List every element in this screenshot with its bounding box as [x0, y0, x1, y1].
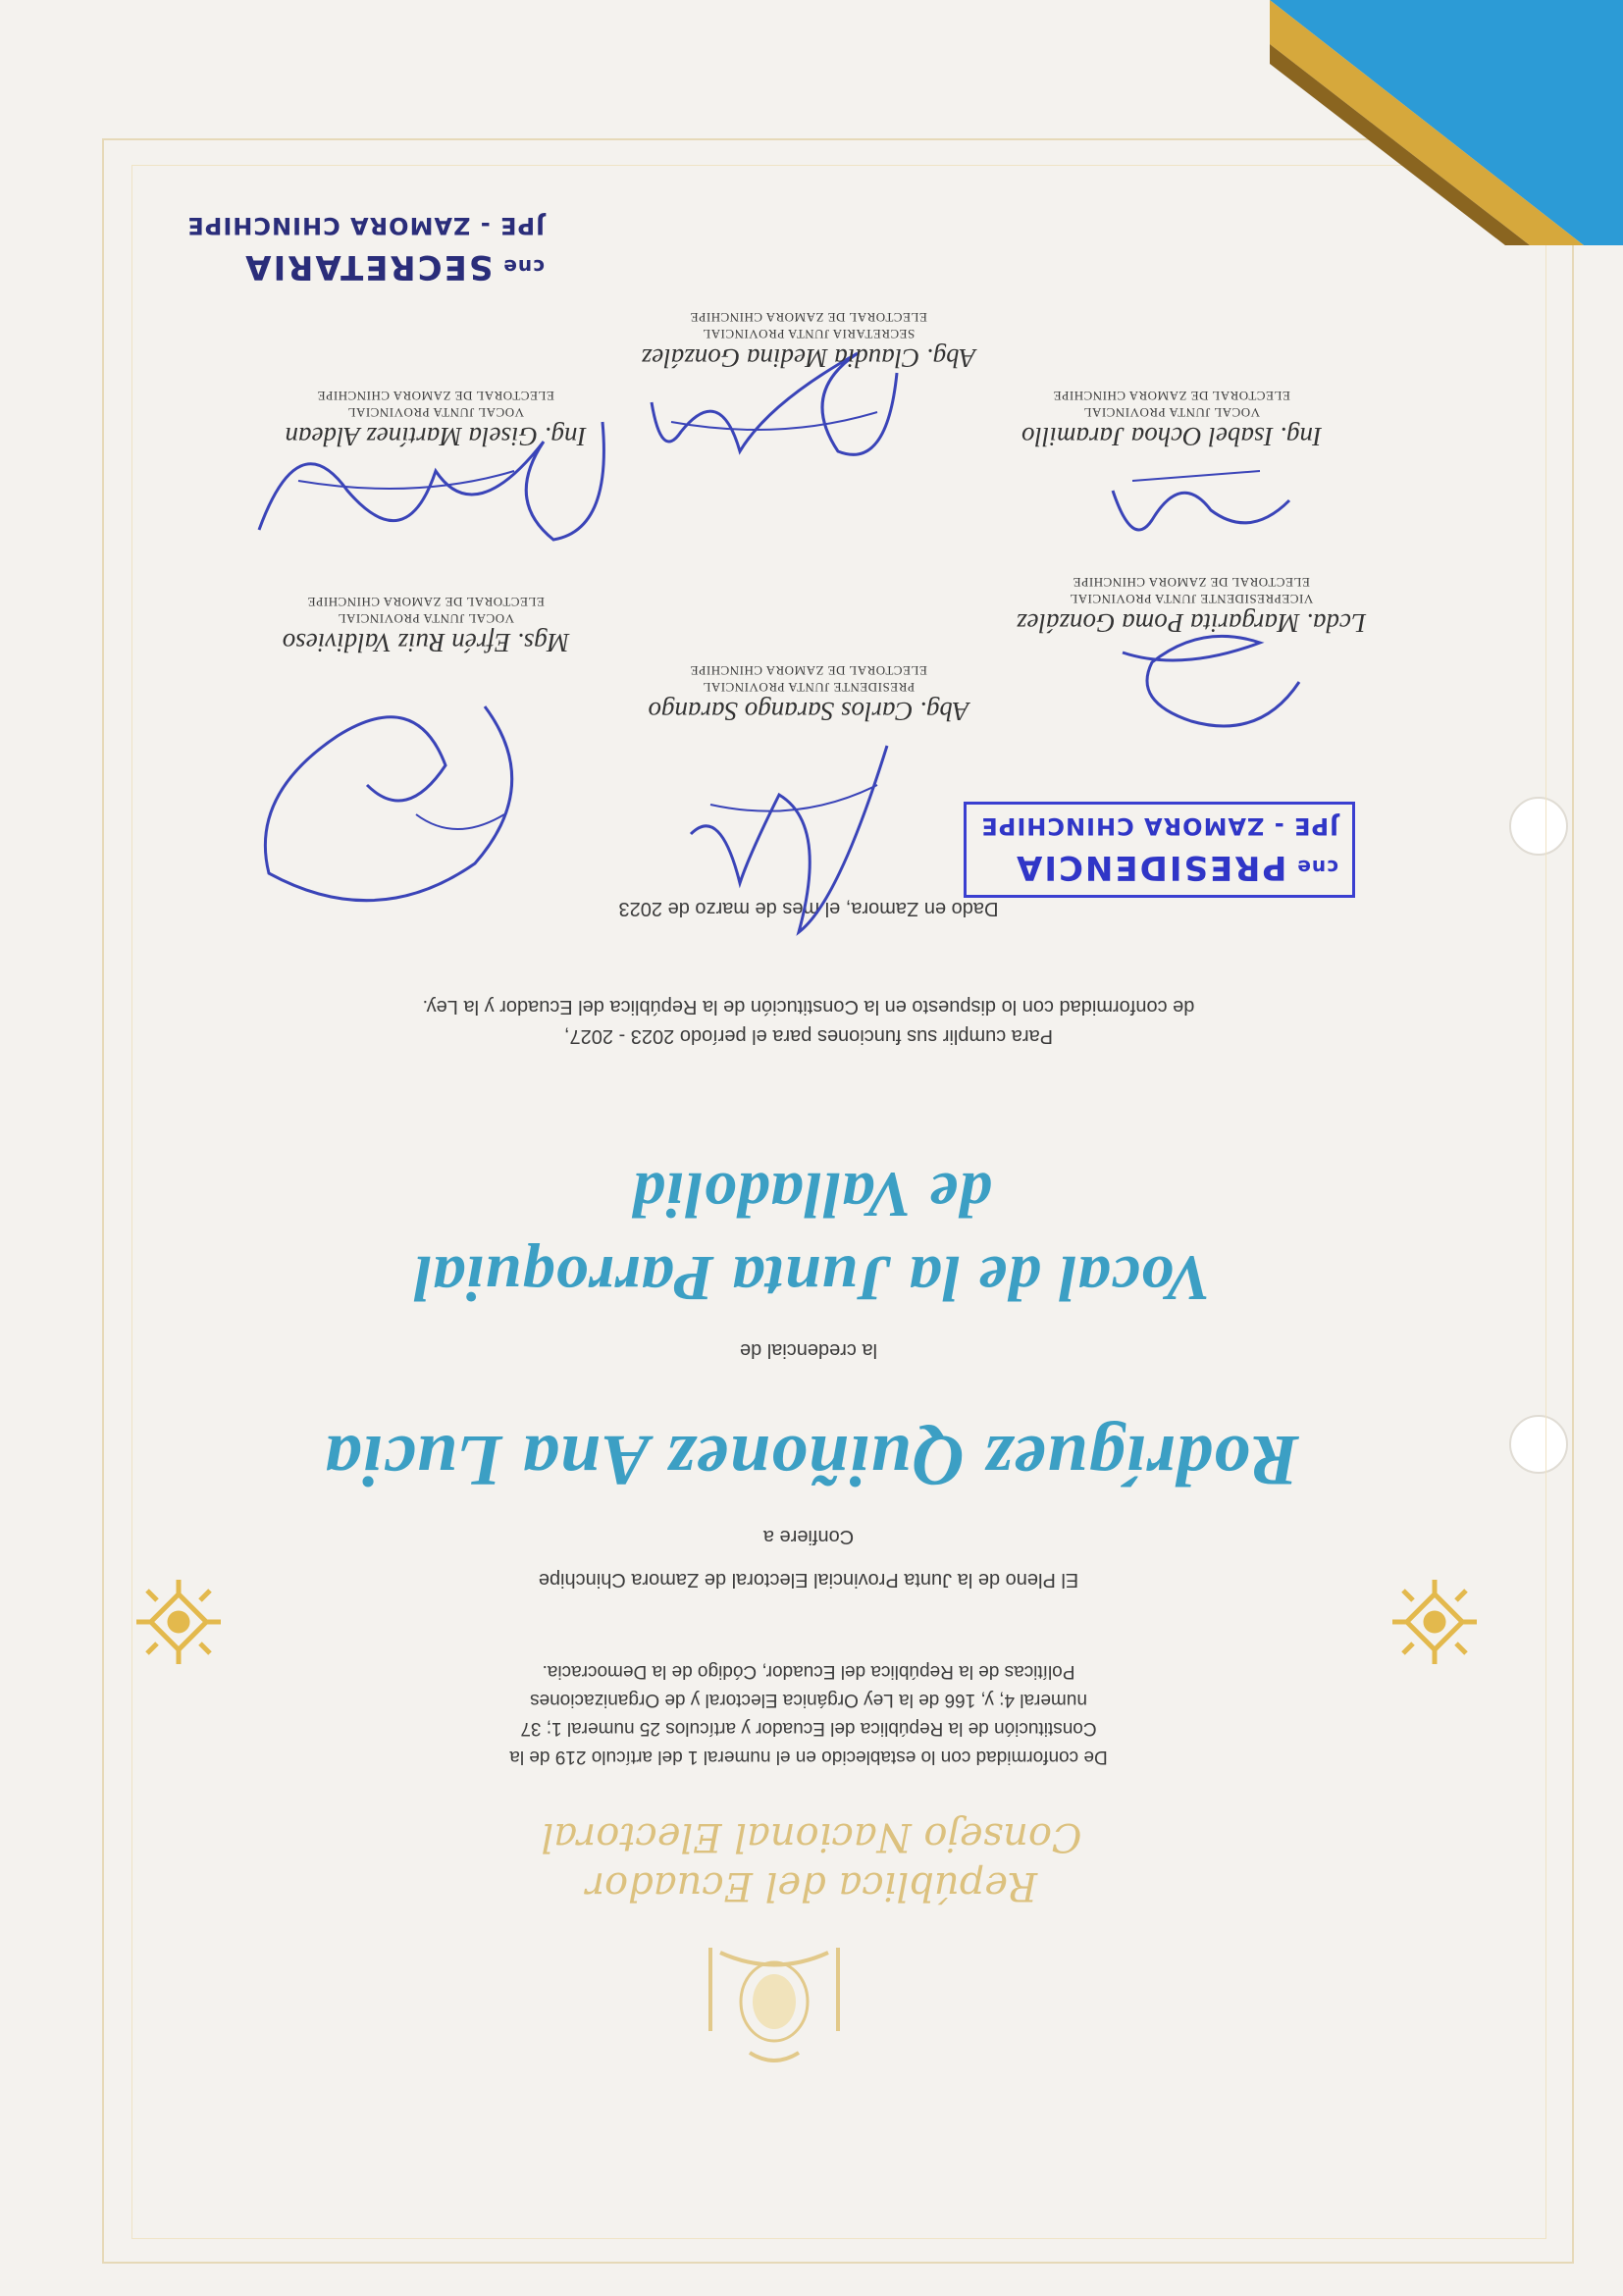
signature-vocal-ruiz: [239, 667, 563, 942]
confers-label: Confiere a: [762, 1526, 855, 1547]
secretaria-stamp: [173, 204, 558, 294]
signatory-name: Ing. Isabel Ochoa Jaramillo: [1021, 422, 1322, 451]
signatory-name: Abg. Claudia Medina González: [641, 343, 976, 373]
legal-basis-line: Políticas de la República del Ecuador, Código de la Democracia.: [542, 1661, 1075, 1682]
legal-basis-line: Constitución de la República del Ecuador y artículos 25 numeral 1; 37: [520, 1718, 1097, 1739]
date-place: Dado en Zamora, el mes de marzo de 2023: [618, 898, 999, 919]
legal-basis-line: De conformidad con lo establecido en el numeral 1 del artículo 219 de la: [509, 1747, 1108, 1767]
signatory-role: VOCAL JUNTA PROVINCIAL: [338, 611, 514, 626]
signatory-vocal-ruiz: [220, 594, 632, 657]
signatory-name: Abg. Carlos Sarango Sarango: [648, 697, 969, 726]
signatory-role: ELECTORAL DE ZAMORA CHINCHIPE: [690, 310, 927, 325]
signatory-role: VICEPRESIDENTE JUNTA PROVINCIAL: [1069, 592, 1314, 606]
signatory-role: PRESIDENTE JUNTA PROVINCIAL: [702, 680, 916, 695]
legal-basis-paragraph: [367, 1657, 1250, 1771]
signatory-role: VOCAL JUNTA PROVINCIAL: [347, 405, 524, 420]
position-title-line1: Vocal de la Junta Parroquial: [412, 1242, 1211, 1314]
signature-president: [652, 726, 946, 942]
credential-label: la credencial de: [739, 1339, 878, 1361]
signatory-secretaria: [602, 309, 1015, 373]
signatory-vocal-ochoa: [966, 388, 1378, 451]
presidencia-stamp: [964, 802, 1355, 898]
purpose-line1: Para cumplir sus funciones para el período 2023 - 2027,: [563, 1025, 1054, 1047]
legal-basis-line: numeral 4; y, 166 de la Ley Orgánica Electoral y de Organizaciones: [530, 1690, 1087, 1710]
institution-title: Consejo Nacional Electoral: [541, 1814, 1082, 1859]
signatory-role: VOCAL JUNTA PROVINCIAL: [1083, 405, 1260, 420]
stamp-office: JPE - ZAMORA CHINCHIPE: [980, 812, 1338, 840]
signatory-president: [602, 662, 1015, 726]
right-gold-ornament: [132, 1576, 225, 1668]
signatory-vocal-martinez: [230, 388, 642, 451]
coat-of-arms-emblem: [701, 1933, 848, 2070]
signatory-role: ELECTORAL DE ZAMORA CHINCHIPE: [317, 389, 554, 403]
signatory-name: Ing. Gisela Martínez Aldean: [285, 422, 587, 451]
recipient-name: Rodríguez Quiñonez Ana Lucia: [324, 1420, 1299, 1500]
left-gold-ornament: [1388, 1576, 1481, 1668]
signatory-role: ELECTORAL DE ZAMORA CHINCHIPE: [1073, 575, 1310, 590]
grantor-line: El Pleno de la Junta Provincial Electoral de Zamora Chinchipe: [538, 1569, 1079, 1591]
stamp-word: PRESIDENCIA: [1015, 848, 1287, 887]
signatory-role: ELECTORAL DE ZAMORA CHINCHIPE: [1053, 389, 1290, 403]
signatory-role: ELECTORAL DE ZAMORA CHINCHIPE: [690, 663, 927, 678]
stamp-office: JPE - ZAMORA CHINCHIPE: [186, 212, 545, 239]
signatory-role: SECRETARIA JUNTA PROVINCIAL: [702, 327, 916, 341]
signatory-name: Mgs. Efrén Ruiz Valdivieso: [282, 628, 570, 657]
signatory-role: ELECTORAL DE ZAMORA CHINCHIPE: [307, 595, 545, 609]
cne-logo-icon: cne: [502, 255, 545, 279]
signatory-name: Lcda. Margarita Poma González: [1017, 608, 1366, 638]
republic-title: República del Ecuador: [585, 1863, 1038, 1908]
cne-logo-icon: cne: [1296, 856, 1338, 879]
signatory-vicepresident: [985, 574, 1397, 638]
corner-ribbon-decoration: [1270, 0, 1623, 245]
signature-vocal-ochoa: [1103, 442, 1299, 559]
purpose-line2: de conformidad con lo dispuesto en la Constitución de la República del Ecuador y la Ley.: [422, 996, 1195, 1018]
stamp-word: SECRETARIA: [243, 247, 494, 287]
position-title-line2: de Valladolid: [631, 1159, 992, 1230]
